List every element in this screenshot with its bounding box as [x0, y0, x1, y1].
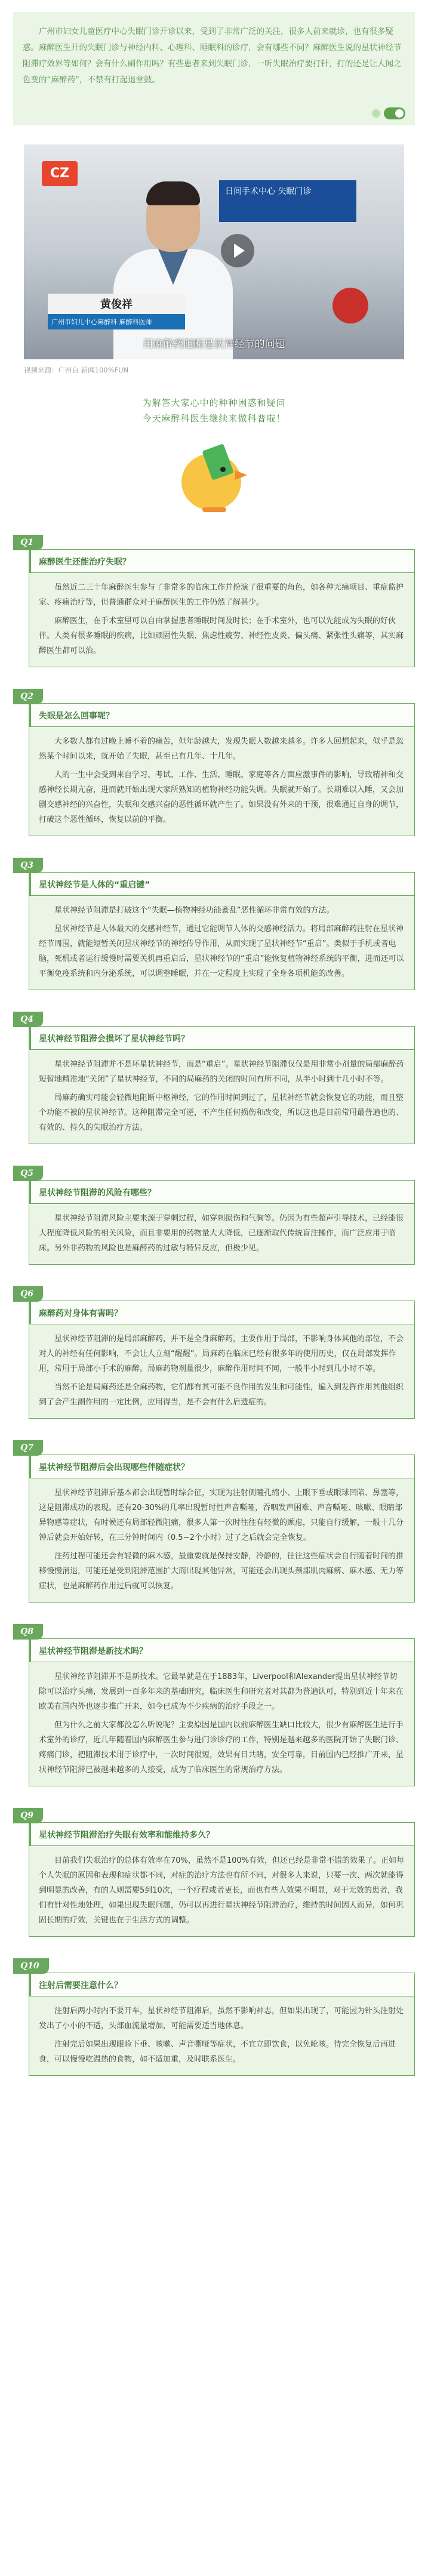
question-title: 星状神经节是人体的“重启键”: [39, 880, 150, 890]
question-number-badge: Q10: [13, 1958, 49, 1974]
answer-box: [29, 1478, 415, 1603]
question-bar: [29, 549, 415, 572]
callout-line-2: 今天麻醉科医生继续来做科普啦！: [142, 413, 286, 424]
answer-box: [29, 1845, 415, 1937]
question-title: 注射后需要注意什么？: [39, 1981, 122, 1990]
doctor-title: 广州市妇儿中心麻醉科 麻醉科医师: [48, 314, 185, 329]
question-bar: [29, 703, 415, 726]
doctor-name: 黄俊祥: [48, 294, 185, 314]
channel-logo: CZ: [42, 161, 78, 186]
department-sign: [219, 180, 356, 222]
answer-box: [29, 1662, 415, 1786]
answer-paragraph: 星状神经节阻滞风险主要来源于穿刺过程，如穿刺损伤和气胸等。仍因为有些超声引导技术，已经能很大程度降低风险的相关风险，而且非要用的药物量大大降低，已逐渐取代传统盲注操作，而广泛应用于临床。另外非药物的风险也是麻醉药的过敏与特异反应，但极少见。: [39, 1214, 404, 1253]
qa-section: [13, 1166, 415, 1265]
answer-paragraph: 局麻药确实可能会轻微地阻断中枢神经，它的作用时间到过了，星状神经节就会恢复它的功能，而且整个功能不被的星状神经节。这种阻滞完全可逆，不产生任何损伤和改变，所以这也是目前常用最普遍也的、有效的、持久的失眠治疗方法。: [39, 1093, 404, 1132]
bird-reading-illustration: [170, 436, 259, 513]
question-number-badge: Q9: [13, 1808, 43, 1823]
question-bar: [29, 872, 415, 895]
question-number-badge: Q3: [13, 858, 43, 873]
answer-paragraph: 大多数人都有过晚上睡不着的痛苦，但年龄越大，发现失眠人数越来越多。许多人回想起来，似乎是忽然某个时间以来，就开始了失眠，甚至已有几年、十几年。: [39, 737, 404, 761]
question-number-badge: Q4: [13, 1012, 43, 1027]
qa-list: [0, 535, 428, 2076]
answer-paragraph: 虽然近二三十年麻醉医生参与了非常多的临床工作并扮演了很重要的角色，如各种无痛项目、重症监护室、疼痛治疗等，但普通群众对于麻醉医生的工作仍然了解甚少。: [39, 583, 404, 607]
qa-section: [13, 689, 415, 836]
answer-paragraph: 星状神经节阻滞是打破这个“失眠—植物神经功能紊乱”恶性循环非常有效的方法。: [54, 906, 334, 915]
sign-text: 日间手术中心 失眠门诊: [225, 187, 312, 196]
answer-paragraph: 注药过程可能还会有轻微的麻木感，最重要就是保持安静，冷静的，往往这些症状会自行随着时间的推移慢慢消退，可能还是受到阻滞范围扩大而出现其他异常，可能还会出现头颈部肌肉麻痹、麻木感、无力等症状，也是麻醉药作用过后就可以恢复。: [39, 1552, 404, 1591]
intro-text: 广州市妇女儿童医疗中心失眠门诊开诊以来，受到了非常广泛的关注，很多人前来就诊，也有很多疑惑。麻醉医生开的失眠门诊与神经内科、心理科、睡眠科的诊疗，会有哪些不同？麻醉医生说的星状神经节阻滞疗效界等如何？会有什么副作用吗？有些患者来到失眠门诊，一听失眠治疗要打针，打的还是让人闻之色变的“麻醉药”，不禁有打起退堂鼓。: [23, 27, 402, 85]
answer-paragraph: 星状神经节阻滞后基本都会出现暂时综合征，实现为注射侧瞳孔缩小、上眼下垂或眼球凹陷、鼻塞等，这是阻滞成功的表现。还有20-30%的几率出现暂时性声音嘶哑，吞咽发声困难、声音嘶哑、咳嗽、眼睛部异物感等症状，有时候还有局部轻微阻痛，很多人第一次时往往有轻微的顾虑，只能自行缓解，一般十几分钟后就会开始好转，在三分钟时间内（0.5~2个小时）过了之后就会完全恢复。: [39, 1489, 404, 1542]
question-bar: [29, 1180, 415, 1203]
qa-section: [13, 1958, 415, 2076]
answer-paragraph: 星状神经节阻滞并不是新技术。它最早就是在于1883年，Liverpool和Alexander提出星状神经节切除可以治疗头痛，发展到一百多年来的基础研究，临床医生和研究者对其都为普遍认可，特别到近十年来在欧美在国内外也逐步推广开来，如今已成为不少疾病的治疗手段之一。: [39, 1672, 404, 1711]
qa-section: [13, 858, 415, 990]
answer-box: [29, 1203, 415, 1265]
answer-paragraph: 但为什么之前大家都没怎么听说呢？主要原因是国内以前麻醉医生缺口比较大，很少有麻醉医生进行手术室外的诊疗，近几年随着国内麻醉医生参与进门诊诊疗的工作，特别是越来越多的医院开始了失眠门诊、疼痛门诊，把阻滞技术用于诊疗中，一次时间很短，效果有目共睹，安全可靠，目前国内已经推广开来，星状神经节阻滞已被越来越多的人接受，成为了临床医生的常规治疗方法。: [39, 1721, 404, 1774]
question-title: 星状神经节阻滞是新技术吗？: [39, 1647, 147, 1656]
question-bar: [29, 1301, 415, 1324]
toggle-switch[interactable]: [384, 107, 405, 119]
question-title: 星状神经节阻滞治疗失眠有效率和能维持多久？: [39, 1831, 214, 1840]
video-player[interactable]: [24, 144, 404, 359]
question-title: 失眠是怎么回事呢？: [39, 711, 114, 721]
qa-section: [13, 1440, 415, 1603]
question-number-badge: Q8: [13, 1624, 43, 1640]
video-subtitle: 用麻醉药阻断星状神经节的问题: [143, 338, 285, 350]
question-title: 星状神经节阻滞的风险有哪些？: [39, 1188, 156, 1198]
qa-section: [13, 535, 415, 667]
question-bar: [29, 1455, 415, 1478]
question-number-badge: Q7: [13, 1440, 43, 1456]
question-bar: [29, 1973, 415, 1996]
qa-section: [13, 1012, 415, 1144]
question-bar: [29, 1026, 415, 1049]
microphone-icon: [332, 288, 368, 323]
question-number-badge: Q5: [13, 1166, 43, 1181]
answer-box: [29, 1324, 415, 1419]
answer-paragraph: 星状神经节阻滞并不是坏星状神经节，而是“重启”。星状神经节阻滞仅仅是用非常小剂量的局部麻醉药短暂地精准地“关闭”了星状神经节，不同的局麻药的关闭的时间有所不同，从半小时到十几小时不等。: [39, 1060, 404, 1084]
question-title: 星状神经节阻滞后会出现哪些伴随症状？: [39, 1463, 189, 1472]
question-bar: [29, 1638, 415, 1662]
answer-box: [29, 572, 415, 667]
doctor-figure: [113, 186, 233, 359]
answer-paragraph: 星状神经节阻滞的是局部麻醉药，并不是全身麻醉药，主要作用于局部，不影响身体其他的部位，不会对人的神经有任何影响，不会让人立刻“醒醒”。局麻药在临床已经有很多年的使用历史，仅在局部发挥作用，常用于局部小手术的麻醉。局麻药物剂量很少，麻醉作用时间不同，一般半小时到几小时不等。: [39, 1335, 404, 1373]
question-title: 麻醉药对身体有害吗？: [39, 1309, 122, 1318]
answer-box: [29, 1049, 415, 1144]
play-icon[interactable]: [221, 234, 254, 267]
question-title: 星状神经节阻滞会损坏了星状神经节吗？: [39, 1034, 189, 1044]
qa-section: [13, 1286, 415, 1419]
question-number-badge: Q6: [13, 1286, 43, 1302]
answer-paragraph: 人的一生中会受到来自学习、考试、工作、生活、睡眠、家庭等各方面应激事件的影响，导致精神和交感神经长期亢奋，进而就开始出现大家所熟知的植物神经功能失调。失眠就开始了。长期难以入睡，又会加剧交感神经的兴奋性，失眠和交感兴奋的恶性循环就产生了。如果没有外来的干预，很难通过自身的调节，打破这个恶性循环，恢复以前的平衡。: [39, 771, 404, 824]
question-title: 麻醉医生还能治疗失眠？: [39, 557, 131, 567]
intro-box: [13, 12, 415, 125]
qa-section: [13, 1624, 415, 1786]
qa-section: [13, 1808, 415, 1937]
answer-paragraph: 星状神经节是人体最大的交感神经节，通过它能调节人体的交感神经活力。将局部麻醉药注射在星状神经节周围，就能短暂关闭星状神经节的神经传导作用，从而实现了星状神经节“重启”。类似于手机或者电脑，死机或者运行缓慢时需要关机再重启后，星状神经节的“重启”能恢复植物神经系统的平衡，进而还可以平衡免疫系统和内分泌系统，可以调整睡眠，并在一定程度上实现了全身各项机能的改善。: [39, 925, 404, 978]
answer-paragraph: 当然不论是局麻药还是全麻药物，它们都有其可能不良作用的发生和可能性，遍入到发挥作用其他组织到了会产生副作用的一定比例，应用得当，是不会有什么后遗症的。: [39, 1383, 404, 1407]
answer-box: [29, 1996, 415, 2076]
question-number-badge: Q2: [13, 689, 43, 704]
answer-paragraph: 目前我们失眠治疗的总体有效率在70%，虽然不是100%有效，但还已经是非常不错的效果了。正如每个人失眠的原因和表现和症状都不同，对症的治疗方法也有所不同，对很多人来说，只要一次、两次就能得到明显的改善，有的人则需要5到10次，一个疗程或者更长，而也有些人效果不明显，对于无效的患者，我们有针对性地处理，如果出现失眠问题，仍可以再进行星状神经节阻滞治疗，维持的时间因人而异，如何巩固长期的疗效，关键也在于生活方式的调整。: [39, 1856, 405, 1925]
name-plate: [48, 294, 185, 329]
answer-box: [29, 895, 415, 990]
answer-paragraph: 麻醉医生，在手术室里可以自由掌握患者睡眠时间及时长；在手术室外，也可以先能成为失眠的好伙伴。人类有很多睡眠的疾病，比如顽固性失眠、焦虑性疲劳、神经性皮炎、偏头痛、紧张性头痛等，其实麻醉医生都可以治。: [39, 617, 404, 655]
callout-line-1: 为解答大家心中的种种困惑和疑问: [142, 398, 286, 408]
answer-paragraph: 注射后两小时内不要开车，星状神经节阻滞后，虽然不影响神志，但如果出现了，可能因为针头注射处发出了小小的不适，头部血流量增加，可能需要适当地休息。: [39, 2007, 404, 2030]
answer-box: [29, 726, 415, 836]
question-bar: [29, 1822, 415, 1845]
question-number-badge: Q1: [13, 535, 43, 550]
video-source: 视频来源：广州台 新闻100%FUN: [24, 366, 129, 374]
article-page: [0, 12, 428, 2094]
answer-paragraph: 注射完后如果出现眼睑下垂、咳嗽、声音嘶哑等症状，不宜立即饮食，以免呛咳。待完全恢复后再进食，可以慢慢吃温热的食物，如不适加重，及时联系医生。: [39, 2040, 396, 2064]
callout-text: [24, 395, 404, 426]
